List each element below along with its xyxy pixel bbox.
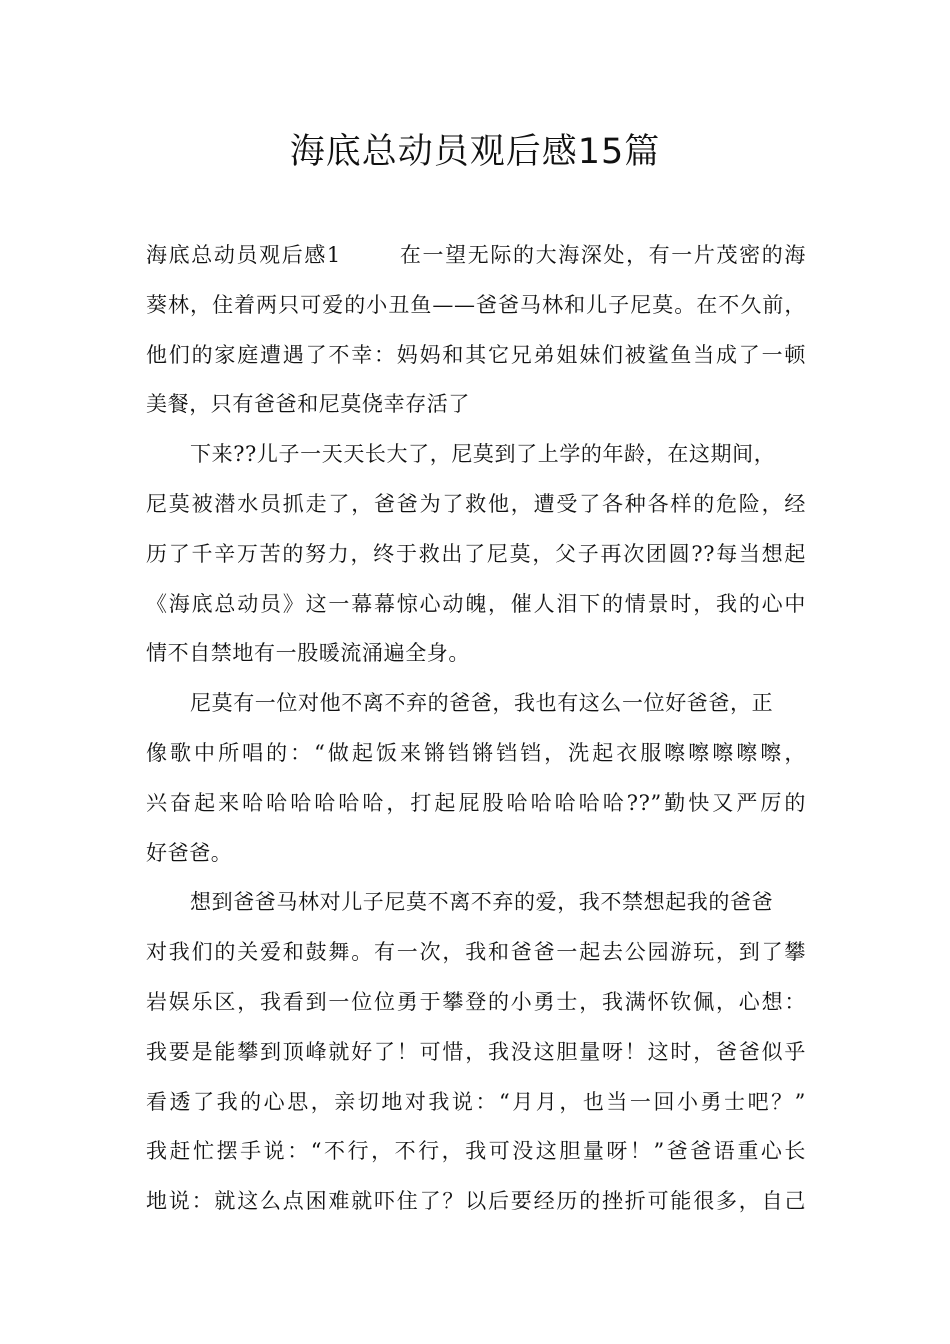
text-line: 岩娱乐区，我看到一位位勇于攀登的小勇士，我满怀钦佩，心想：	[146, 989, 806, 1014]
text-line: 像歌中所唱的：“做起饭来锵铛锵铛铛，洗起衣服嚓嚓嚓嚓嚓，	[146, 740, 806, 765]
text-line: 兴奋起来哈哈哈哈哈哈，打起屁股哈哈哈哈哈??”勤快又严厉的	[146, 790, 806, 815]
text-line: 对我们的关爱和鼓舞。有一次，我和爸爸一起去公园游玩，到了攀	[146, 940, 806, 965]
text-line: 我赶忙摆手说：“不行，不行，我可没这胆量呀！”爸爸语重心长	[146, 1139, 806, 1164]
section-heading: 海底总动员观后感1	[146, 243, 341, 267]
text-line: 地说：就这么点困难就吓住了？以后要经历的挫折可能很多，自己	[146, 1189, 806, 1214]
text-line: 情不自禁地有一股暖流涌遍全身。	[146, 641, 470, 666]
document-title: 海底总动员观后感15篇	[289, 132, 661, 172]
document-body	[146, 231, 806, 1227]
line-text: 在一望无际的大海深处，有一片茂密的海	[398, 243, 806, 267]
text-line: 我要是能攀到顶峰就好了！可惜，我没这胆量呀！这时，爸爸似乎	[146, 1039, 806, 1064]
text-line: 看透了我的心思，亲切地对我说：“月月，也当一回小勇士吧？”	[146, 1089, 806, 1114]
text-line: 历了千辛万苦的努力，终于救出了尼莫，父子再次团圆??每当想起	[146, 541, 806, 566]
text-line: 他们的家庭遭遇了不幸：妈妈和其它兄弟姐妹们被鲨鱼当成了一顿	[146, 342, 806, 367]
text-line: 尼莫被潜水员抓走了，爸爸为了救他，遭受了各种各样的危险，经	[146, 491, 806, 516]
text-line: 尼莫有一位对他不离不弃的爸爸，我也有这么一位好爸爸，正	[190, 691, 774, 716]
text-line: 美餐，只有爸爸和尼莫侥幸存活了	[146, 392, 470, 417]
text-line: 想到爸爸马林对儿子尼莫不离不弃的爱，我不禁想起我的爸爸	[190, 890, 774, 915]
text-line: 《海底总动员》这一幕幕惊心动魄，催人泪下的情景时，我的心中	[146, 591, 806, 616]
text-line: 葵林，住着两只可爱的小丑鱼——爸爸马林和儿子尼莫。在不久前，	[146, 292, 806, 317]
text-line: 好爸爸。	[146, 840, 233, 865]
text-line	[146, 231, 806, 281]
text-line: 下来??儿子一天天长大了，尼莫到了上学的年龄，在这期间，	[190, 442, 776, 467]
